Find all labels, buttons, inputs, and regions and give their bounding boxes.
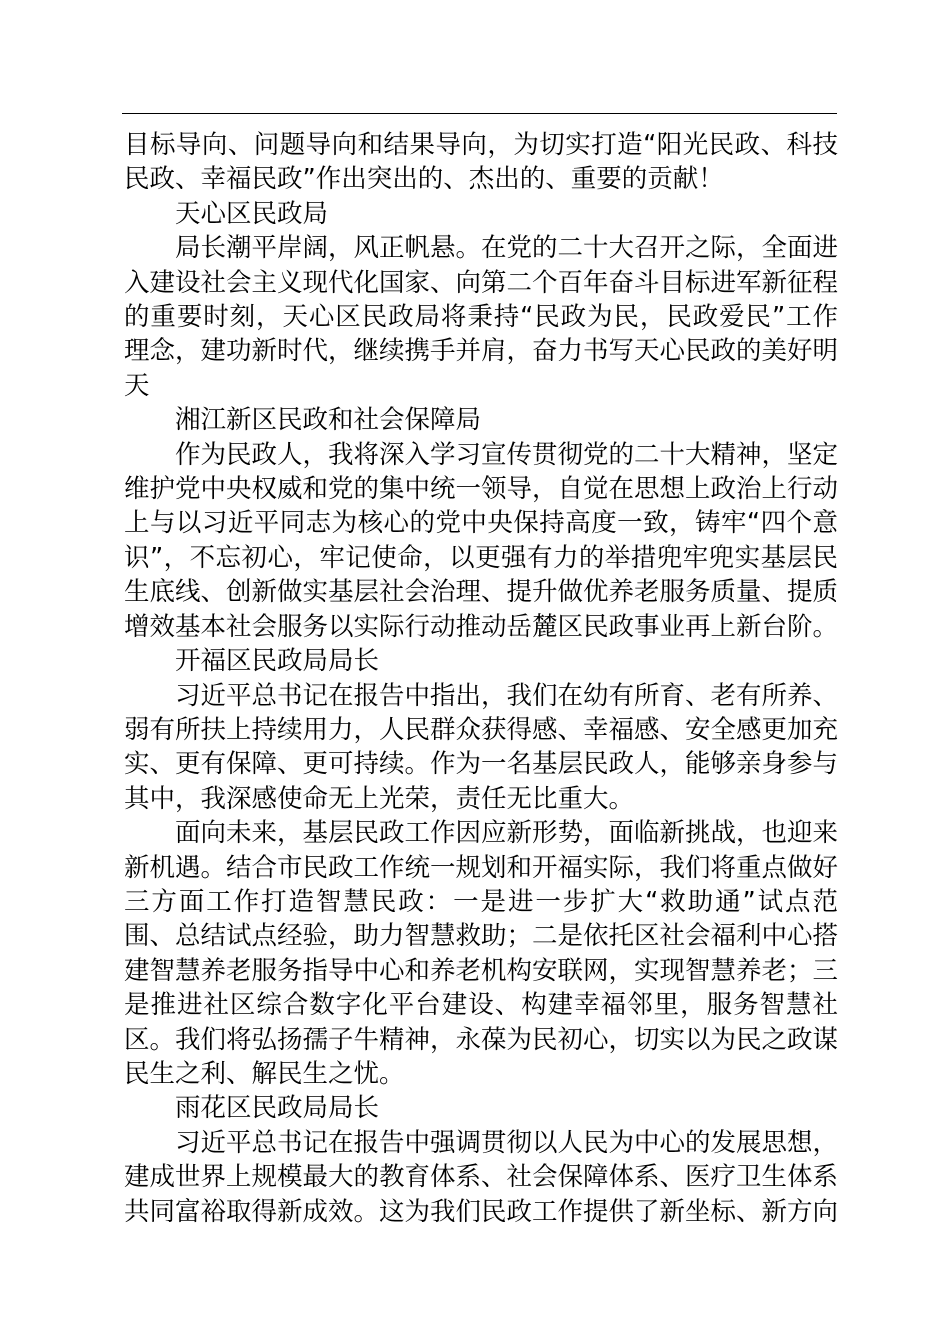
paragraph: 习近平总书记在报告中强调贯彻以人民为中心的发展思想，建成世界上规模最大的教育体系、社会保障体系、医疗卫生体系共同富裕取得新成效。这为我们民政工作提供了新坐标、新方向 [124,1127,839,1227]
document-body [124,128,838,1229]
paragraph: 面向未来，基层民政工作因应新形势，面临新挑战，也迎来新机遇。结合市民政工作统一规划和开福实际，我们将重点做好三方面工作打造智慧民政：一是进一步扩大“救助通”试点范围、总结试点经验，助力智慧救助；二是依托区社会福利中心搭建智慧养老服务指导中心和养老机构安联网，实现智慧养老；三是推进社区综合数字化平台建设、构建幸福邻里，服务智慧社区。我们将弘扬孺子牛精神，永葆为民初心，切实以为民之政谋民生之利、解民生之忧。 [124,818,839,1089]
paragraph: 局长潮平岸阔，风正帆悬。在党的二十大召开之际，全面进入建设社会主义现代化国家、向第二个百年奋斗目标进军新征程的重要时刻，天心区民政局将秉持“民政为民，民政爱民”工作理念，建功新时代，继续携手并肩，奋力书写天心民政的美好明天 [124,233,839,401]
header-rule [122,113,837,114]
section-heading-kaifu: 开福区民政局局长 [175,646,380,677]
paragraph-continued: 目标导向、问题导向和结果导向，为切实打造“阳光民政、科技民政、幸福民政”作出突出的、杰出的、重要的贡献！ [124,130,838,195]
section-heading-tianxin: 天心区民政局 [175,198,329,229]
section-heading-yuhua: 雨花区民政局局长 [175,1093,380,1124]
paragraph: 作为民政人，我将深入学习宣传贯彻党的二十大精神，坚定维护党中央权威和党的集中统一领导，自觉在思想上政治上行动上与以习近平同志为核心的党中央保持高度一致，铸牢“四个意识”，不忘初心，牢记使命，以更强有力的举措兜牢兜实基层民生底线、创新做实基层社会治理、提升做优养老服务质量、提质增效基本社会服务以实际行动推动岳麓区民政事业再上新台阶。 [124,439,839,642]
paragraph: 习近平总书记在报告中指出，我们在幼有所育、老有所养、弱有所扶上持续用力，人民群众获得感、幸福感、安全感更加充实、更有保障、更可持续。作为一名基层民政人，能够亲身参与其中，我深感使命无上光荣，责任无比重大。 [124,680,839,814]
section-heading-xiangjiang: 湘江新区民政和社会保障局 [175,405,482,436]
